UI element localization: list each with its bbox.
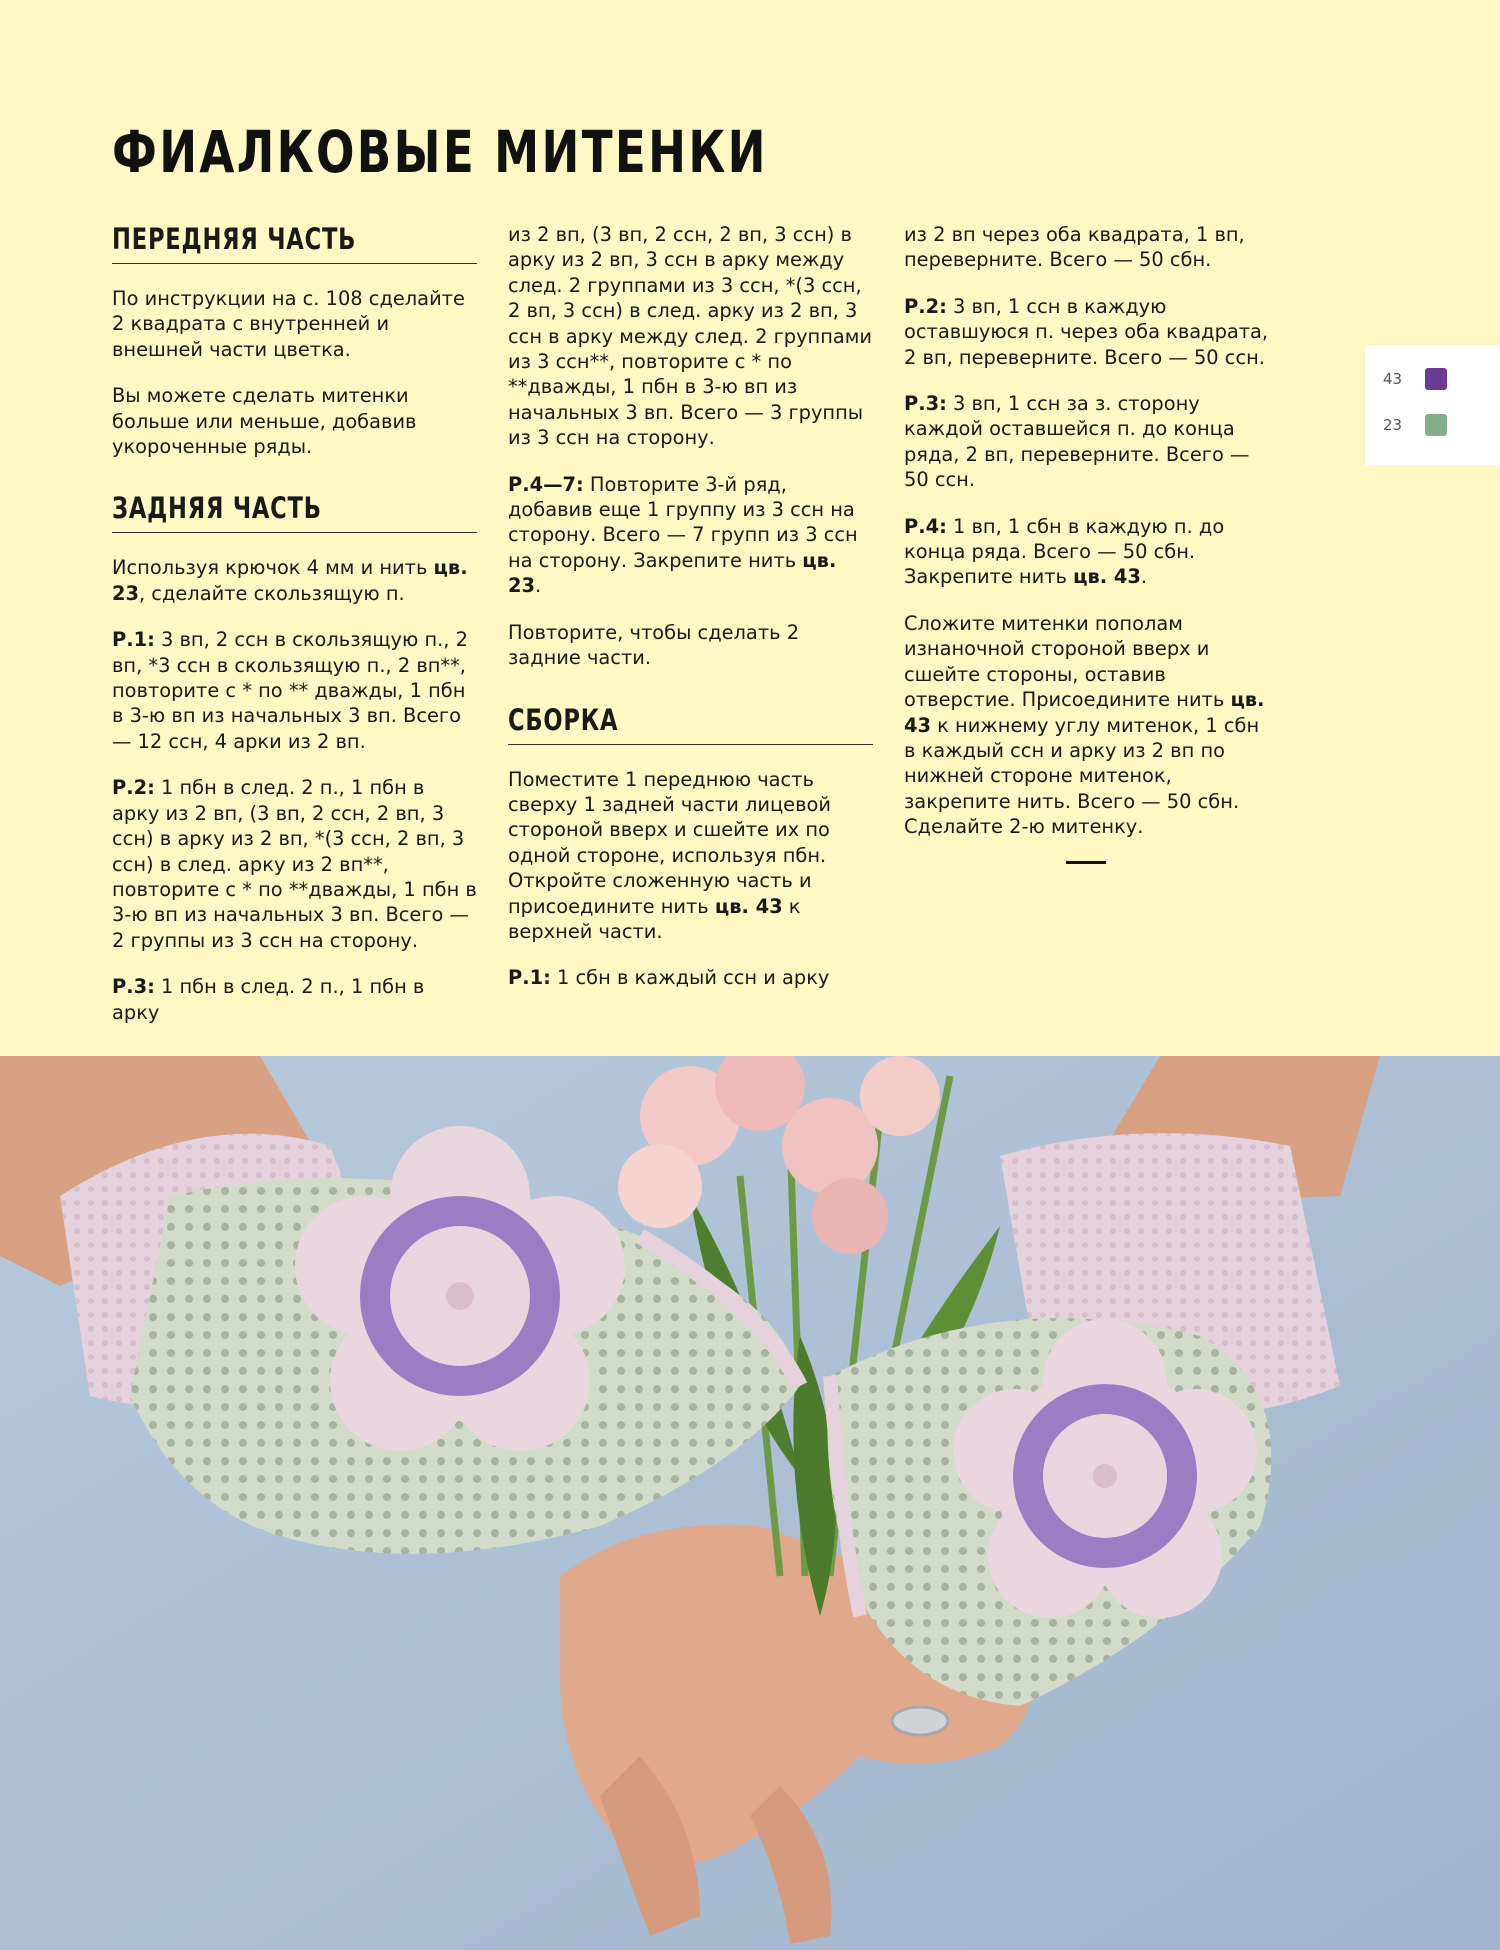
column-3 bbox=[904, 222, 1269, 864]
paragraph: из 2 вп, (3 вп, 2 ссн, 2 вп, 3 ссн) в арку из 2 вп, 3 ссн в арку между след. 2 группами из 3 ссн, *(3 ссн, 2 вп, 3 ссн) в след. арку из 2 вп, 3 ссн в арку между след. 2 группами из 3 ссн**, повторите с * по **дважды, 1 пбн в 3-ю вп из начальных 3 вп. Всего — 3 группы из 3 ссн на сторону. bbox=[508, 223, 873, 450]
row-instruction: Р.4: 1 вп, 1 сбн в каждую п. до конца ряда. Всего — 50 сбн. Закрепите нить цв. 43. bbox=[904, 514, 1225, 589]
paragraph: По инструкции на с. 108 сделайте 2 квадрата с внутренней и внешней части цветка. bbox=[112, 287, 465, 361]
paragraph: Используя крючок 4 мм и нить цв. 23, сделайте скользящую п. bbox=[112, 556, 468, 605]
end-mark bbox=[1066, 861, 1106, 864]
row-instruction: Р.1: 3 вп, 2 ссн в скользящую п., 2 вп, *3 ссн в скользящую п., 2 вп**, повторите с * по ** дважды, 1 пбн в 3-ю вп из начальных 3 вп. Всего — 12 ссн, 4 арки из 2 вп. bbox=[112, 628, 468, 753]
paragraph: из 2 вп через оба квадрата, 1 вп, переверните. Всего — 50 сбн. bbox=[904, 223, 1245, 272]
paragraph: Повторите, чтобы сделать 2 задние части. bbox=[508, 620, 800, 670]
paragraph: Поместите 1 переднюю часть сверху 1 задней части лицевой стороной вверх и сшейте их по одной стороне, используя пбн. Откройте сложенную часть и присоедините нить цв. 43 к верхней части. bbox=[508, 767, 831, 943]
row-instruction: Р.4—7: Повторите 3-й ряд, добавив еще 1 группу из 3 ссн на сторону. Всего — 7 групп из 3 ссн на сторону. Закрепите нить цв. 23. bbox=[508, 472, 858, 598]
yarn-color-legend bbox=[1365, 345, 1500, 465]
section-heading-back: ЗАДНЯЯ ЧАСТЬ bbox=[112, 491, 477, 533]
color-swatch bbox=[1425, 414, 1447, 436]
page-title: ФИАЛКОВЫЕ МИТЕНКИ bbox=[112, 118, 768, 186]
section-heading-assembly: СБОРКА bbox=[508, 703, 873, 745]
row-instruction: Р.2: 3 вп, 1 ссн в каждую оставшуюся п. через оба квадрата, 2 вп, переверните. Всего — 50 ссн. bbox=[904, 294, 1269, 369]
row-instruction: Р.3: 3 вп, 1 ссн за з. сторону каждой оставшейся п. до конца ряда, 2 вп, переверните. Всего — 50 ссн. bbox=[904, 392, 1250, 492]
row-instruction: Р.1: 1 сбн в каждый ссн и арку bbox=[508, 966, 830, 990]
ring bbox=[892, 1707, 948, 1735]
photo-crocheted-mitts bbox=[0, 1056, 1500, 1950]
color-swatch bbox=[1425, 368, 1447, 390]
paragraph: Сложите митенки пополам изнаночной стороной вверх и сшейте стороны, оставив отверстие. Присоедините нить цв. 43 к нижнему углу митенок, 1 сбн в каждый ссн и арку из 2 вп по нижней стороне митенок, закрепите нить. Всего — 50 сбн. Сделайте 2-ю митенку. bbox=[904, 611, 1265, 839]
column-2 bbox=[508, 222, 873, 1012]
row-instruction: Р.3: 1 пбн в след. 2 п., 1 пбн в арку bbox=[112, 975, 425, 1024]
row-instruction: Р.2: 1 пбн в след. 2 п., 1 пбн в арку из 2 вп, (3 вп, 2 ссн, 2 вп, 3 ссн) в арку из 2 вп, *(3 ссн, 2 вп, 3 ссн) в след. арку из 2 вп**, повторите с * по **дважды, 1 пбн в 3-ю вп из начальных 3 вп. Всего — 2 группы из 3 ссн на сторону. bbox=[112, 776, 477, 952]
section-heading-front: ПЕРЕДНЯЯ ЧАСТЬ bbox=[112, 222, 477, 264]
legend-item-23: 23 bbox=[1383, 413, 1447, 437]
legend-item-43: 43 bbox=[1383, 367, 1447, 391]
column-1 bbox=[112, 222, 477, 1046]
paragraph: Вы можете сделать митенки больше или меньше, добавив укороченные ряды. bbox=[112, 384, 417, 459]
